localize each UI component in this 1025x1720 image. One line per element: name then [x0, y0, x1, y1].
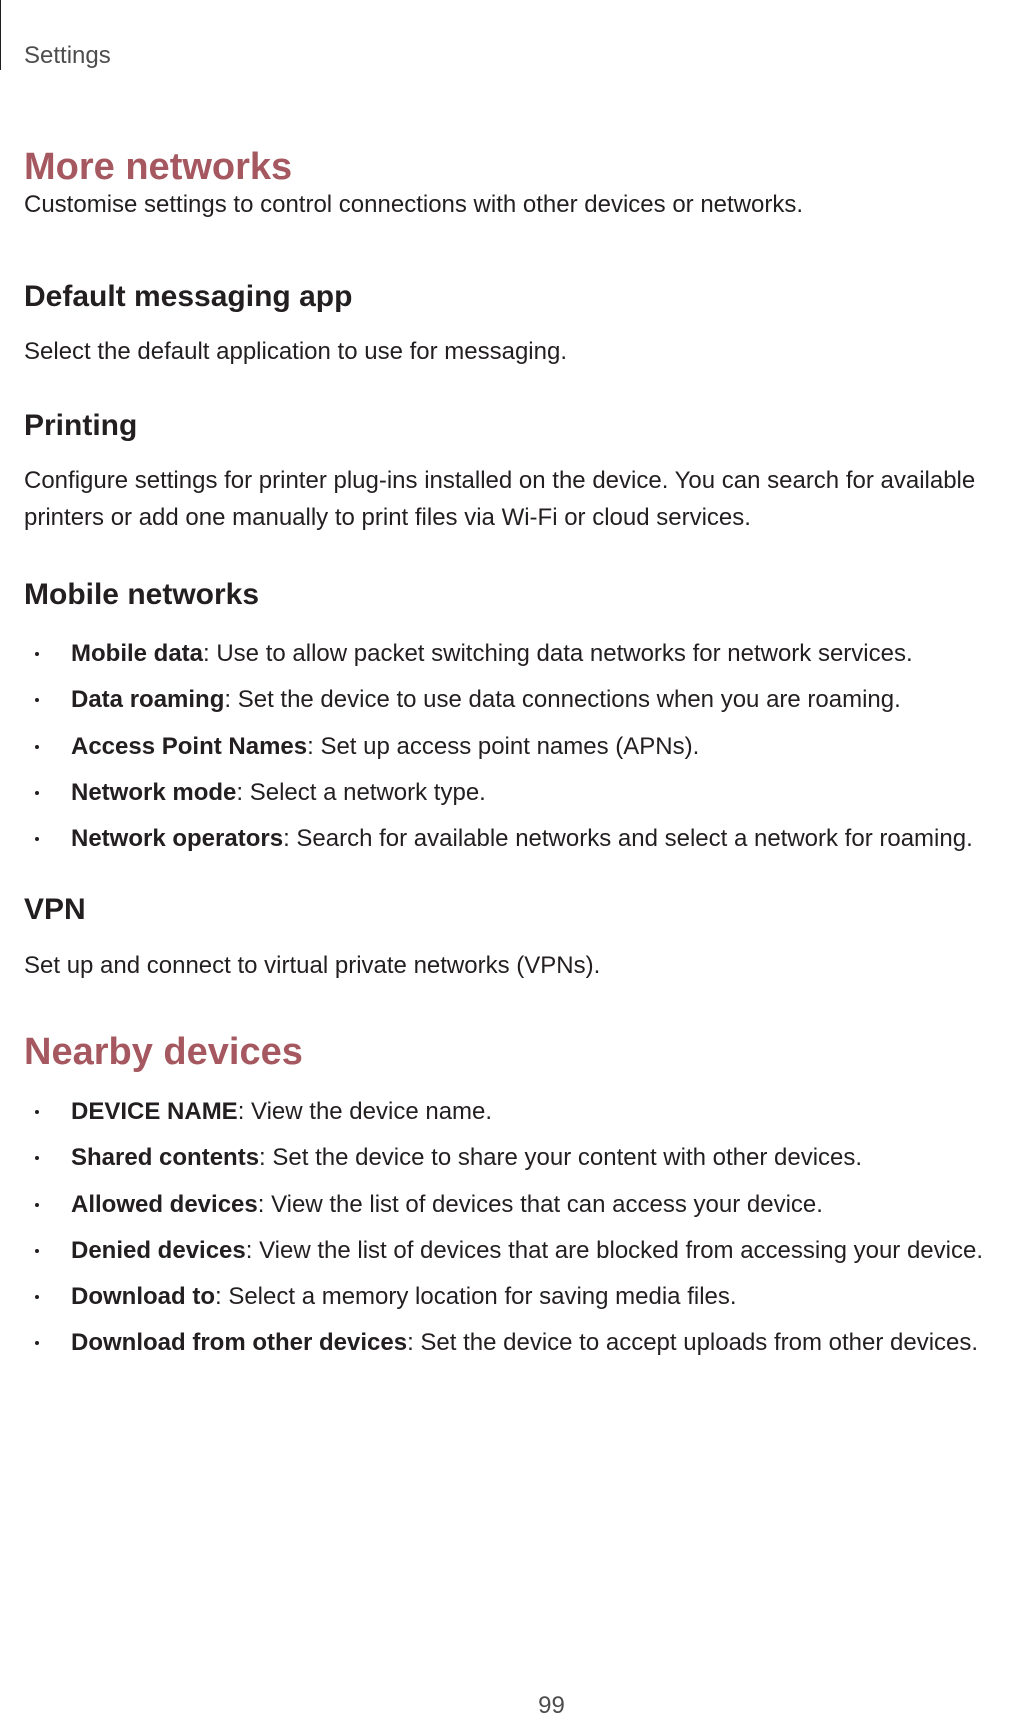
list-item-text: [71, 1097, 492, 1127]
list-item-desc: : View the device name.: [237, 1098, 493, 1125]
list-item-desc: : Set the device to use data connections when you are roaming.: [224, 686, 901, 714]
header-rule: [0, 0, 1, 70]
list-item-term: Allowed devices: [71, 1190, 258, 1218]
list-item-desc: : Select a network type.: [236, 778, 486, 806]
list-item-desc: : Set the device to accept uploads from other devices.: [407, 1329, 979, 1357]
bullet-icon: [35, 1110, 39, 1114]
list-item-text: [71, 1143, 862, 1173]
list-item-term: Data roaming: [71, 686, 225, 714]
subtitle-mobile-networks: Mobile networks: [24, 578, 260, 611]
bullet-icon: [35, 745, 39, 749]
default-messaging-app-body: Select the default application to use for messaging.: [24, 338, 567, 365]
subtitle-default-messaging-app: Default messaging app: [24, 280, 353, 313]
list-item-text: [71, 639, 913, 669]
printing-body-line-1: Configure settings for printer plug-ins installed on the device. You can search for available: [24, 467, 976, 494]
bullet-icon: [35, 1341, 39, 1345]
list-item-text: [71, 824, 973, 854]
list-item-term: DEVICE NAME: [71, 1098, 238, 1125]
list-item-term: Shared contents: [71, 1144, 260, 1172]
list-item-text: [71, 685, 901, 715]
list-item-text: [71, 778, 486, 808]
list-item-text: [71, 1282, 737, 1312]
list-item-text: [71, 1328, 978, 1358]
subtitle-vpn: VPN: [24, 893, 86, 926]
list-item-desc: : Set the device to share your content with other devices.: [259, 1144, 863, 1172]
list-item-term: Network operators: [71, 825, 284, 853]
list-item-desc: : View the list of devices that can access your device.: [257, 1190, 823, 1218]
section-title-more-networks: More networks: [24, 146, 293, 188]
list-item-term: Denied devices: [71, 1236, 246, 1264]
list-item-text: [71, 1190, 823, 1220]
list-item-term: Download from other devices: [71, 1329, 408, 1357]
bullet-icon: [35, 652, 39, 656]
running-head: Settings: [24, 42, 111, 69]
bullet-icon: [35, 1203, 39, 1207]
list-item-desc: : Set up access point names (APNs).: [307, 732, 700, 760]
list-item-desc: : View the list of devices that are blocked from accessing your device.: [245, 1236, 983, 1264]
more-networks-intro: Customise settings to control connections with other devices or networks.: [24, 191, 804, 218]
printing-body-line-2: printers or add one manually to print files via Wi-Fi or cloud services.: [24, 504, 751, 531]
list-item-desc: : Select a memory location for saving media files.: [214, 1283, 737, 1311]
page-number: 99: [538, 1692, 565, 1719]
bullet-icon: [35, 1156, 39, 1160]
bullet-icon: [35, 698, 39, 702]
bullet-icon: [35, 791, 39, 795]
vpn-body: Set up and connect to virtual private networks (VPNs).: [24, 952, 601, 979]
bullet-icon: [35, 1295, 39, 1299]
list-item-desc: : Search for available networks and select a network for roaming.: [283, 825, 973, 853]
list-item-term: Network mode: [71, 778, 237, 806]
bullet-icon: [35, 1249, 39, 1253]
section-title-nearby-devices: Nearby devices: [24, 1031, 303, 1073]
list-item-term: Access Point Names: [71, 732, 308, 760]
list-item-desc: : Use to allow packet switching data networks for network services.: [203, 640, 913, 667]
subtitle-printing: Printing: [24, 409, 138, 442]
list-item-term: Download to: [71, 1283, 215, 1311]
bullet-icon: [35, 837, 39, 841]
list-item-text: [71, 1236, 983, 1266]
list-item-text: [71, 732, 699, 762]
list-item-term: Mobile data: [71, 640, 204, 667]
